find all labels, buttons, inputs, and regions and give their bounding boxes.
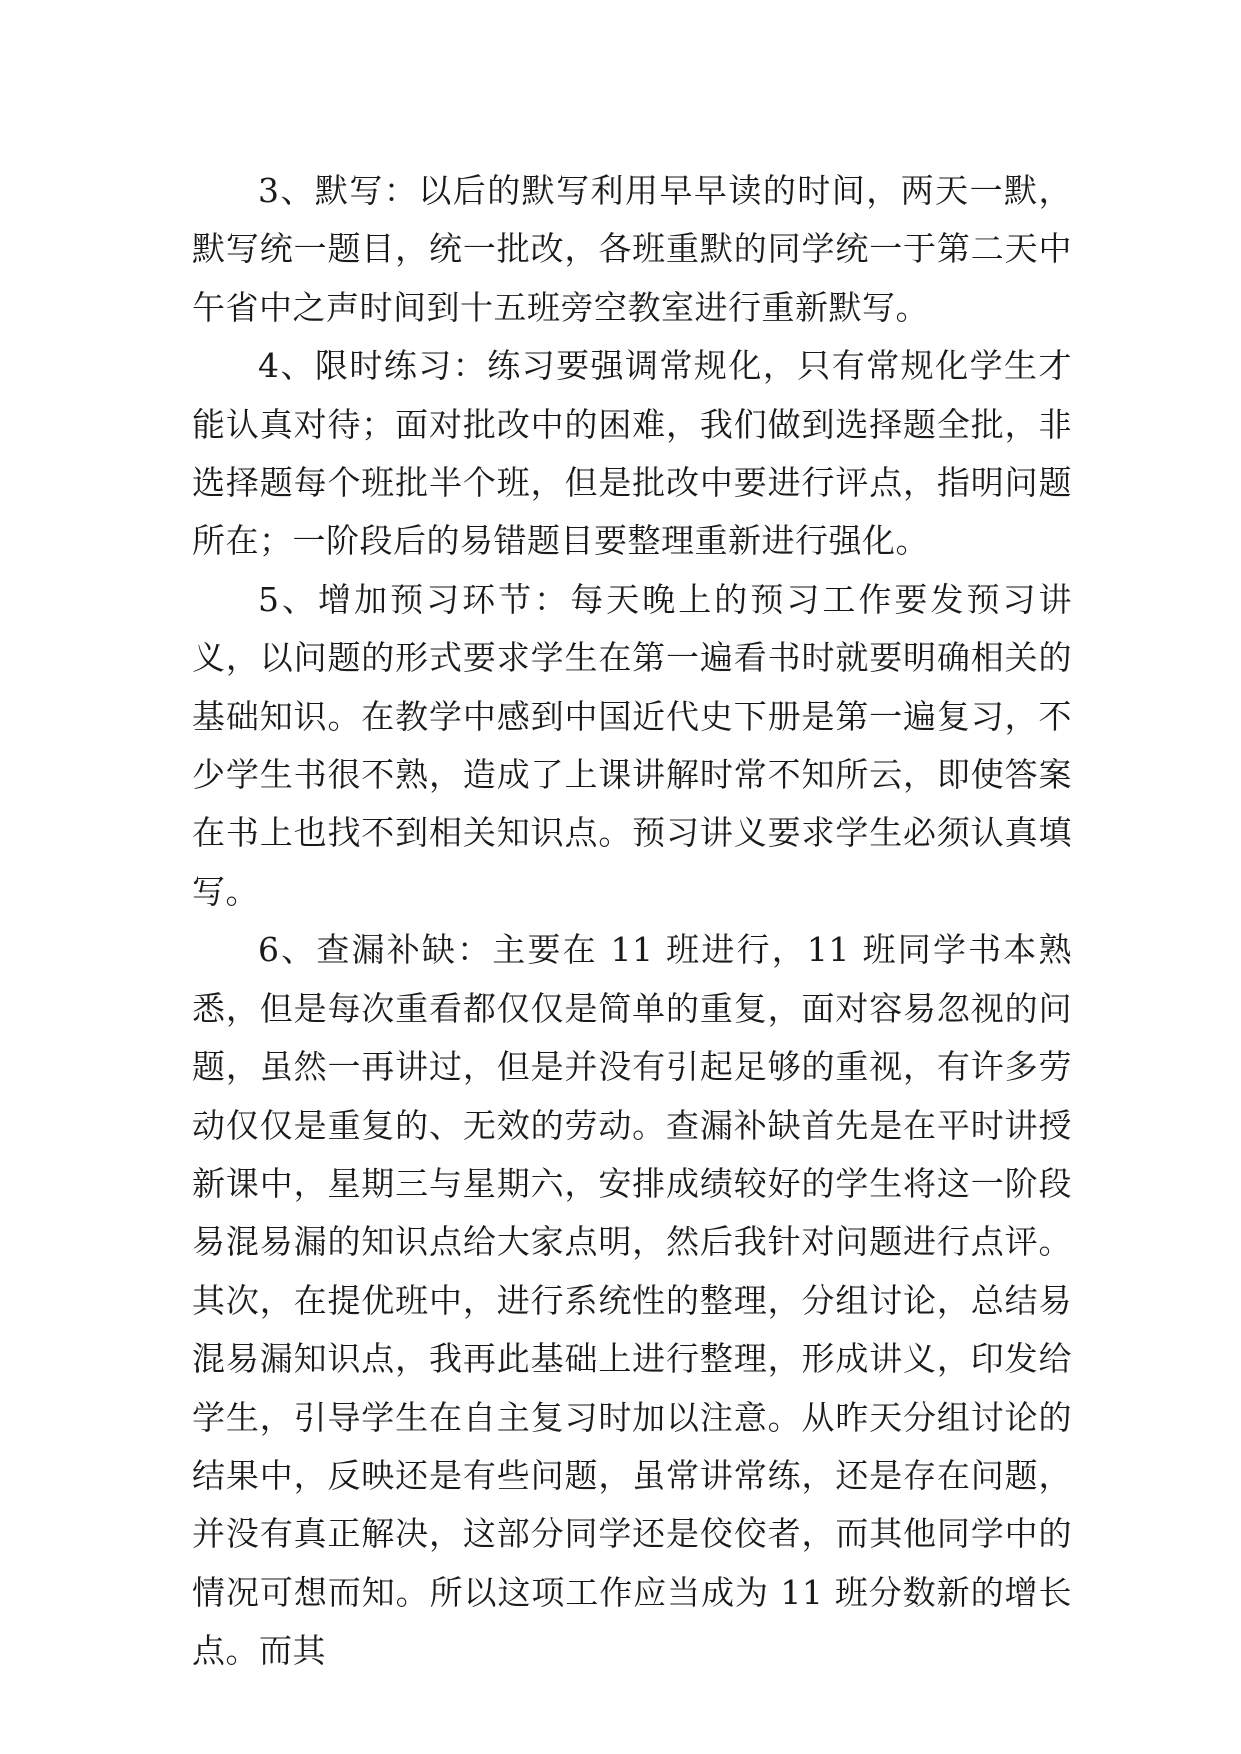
paragraph-review-gaps: 6、查漏补缺：主要在 11 班进行，11 班同学书本熟悉，但是每次重看都仅仅是简单的重复，面对容易忽视的问题，虽然一再讲过，但是并没有引起足够的重视，有许多劳动仅仅是重复的、无效的劳动。查漏补缺首先是在平时讲授新课中，星期三与星期六，安排成绩较好的学生将这一阶段易混易漏的知识点给大家点明，然后我针对问题进行点评。其次，在提优班中，进行系统性的整理，分组讨论，总结易混易漏知识点，我再此基础上进行整理，形成讲义，印发给学生，引导学生在自主复习时加以注意。从昨天分组讨论的结果中，反映还是有些问题，虽常讲常练，还是存在问题，并没有真正解决，这部分同学还是佼佼者，而其他同学中的情况可想而知。所以这项工作应当成为 11 班分数新的增长点。而其 <box>192 930 1072 1671</box>
paragraph-dictation: 3、默写：以后的默写利用早早读的时间，两天一默，默写统一题目，统一批改，各班重默的同学统一于第二天中午省中之声时间到十五班旁空教室进行重新默写。 <box>192 171 1072 327</box>
paragraph-timed-practice: 4、限时练习：练习要强调常规化，只有常规化学生才能认真对待；面对批改中的困难，我们做到选择题全批，非选择题每个班批半个班，但是批改中要进行评点，指明问题所在；一阶段后的易错题目要整理重新进行强化。 <box>192 346 1072 561</box>
paragraph-preview: 5、增加预习环节：每天晚上的预习工作要发预习讲义，以问题的形式要求学生在第一遍看书时就要明确相关的基础知识。在教学中感到中国近代史下册是第一遍复习，不少学生书很不熟，造成了上课讲解时常不知所云，即使答案在书上也找不到相关知识点。预习讲义要求学生必须认真填写。 <box>192 579 1072 911</box>
document-body <box>192 162 1072 1681</box>
